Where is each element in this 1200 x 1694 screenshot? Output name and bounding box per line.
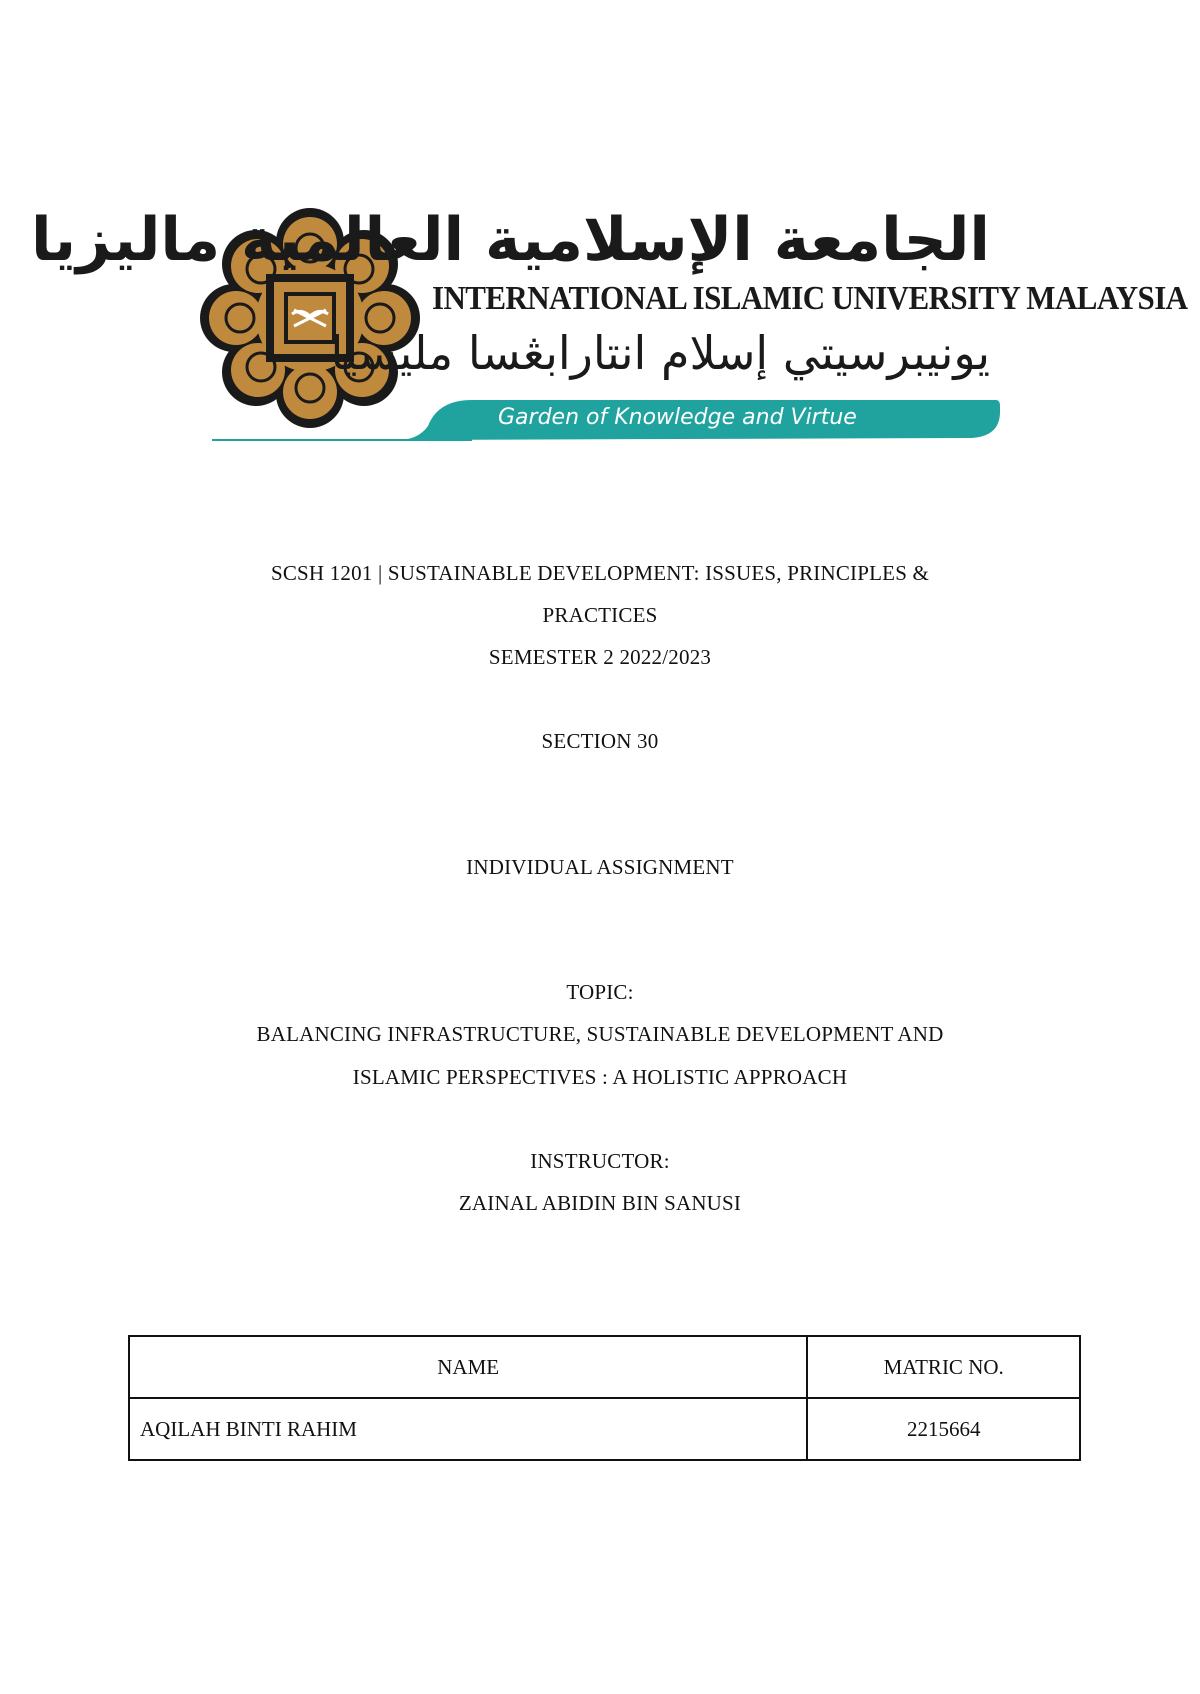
table-header-name: NAME	[129, 1336, 807, 1398]
course-title-line2: PRACTICES	[542, 603, 658, 627]
student-info-table	[128, 1335, 1081, 1461]
instructor-label: INSTRUCTOR:	[530, 1149, 670, 1173]
semester: SEMESTER 2 2022/2023	[488, 645, 712, 669]
course-title-line1: SCSH 1201 | SUSTAINABLE DEVELOPMENT: ISSUES, PRINCIPLES &	[270, 561, 930, 585]
logo-jawi-name: يونيبرسيتي إسلام انتارابڠسا مليسيا	[330, 326, 990, 380]
university-logo	[31, 200, 1188, 450]
instructor-name: ZAINAL ABIDIN BIN SANUSI	[458, 1191, 742, 1215]
logo-arabic-name: الجامعة الإسلامية العالمية ماليزيا	[31, 205, 990, 275]
table-header-matric: MATRIC NO.	[807, 1336, 1080, 1398]
logo-english-name: INTERNATIONAL ISLAMIC UNIVERSITY MALAYSIA	[432, 278, 1188, 317]
section: SECTION 30	[541, 729, 659, 753]
topic-line1: BALANCING INFRASTRUCTURE, SUSTAINABLE DEVELOPMENT AND	[256, 1022, 944, 1046]
table-row	[129, 1398, 1080, 1460]
student-name-cell: AQILAH BINTI RAHIM	[129, 1398, 807, 1460]
logo-motto: Garden of Knowledge and Virtue	[498, 405, 857, 430]
topic-label: TOPIC:	[566, 980, 634, 1004]
table-header-row	[129, 1336, 1080, 1398]
topic-line2: ISLAMIC PERSPECTIVES : A HOLISTIC APPROACH	[352, 1065, 848, 1089]
assignment-type: INDIVIDUAL ASSIGNMENT	[466, 855, 734, 879]
student-matric-cell: 2215664	[807, 1398, 1080, 1460]
